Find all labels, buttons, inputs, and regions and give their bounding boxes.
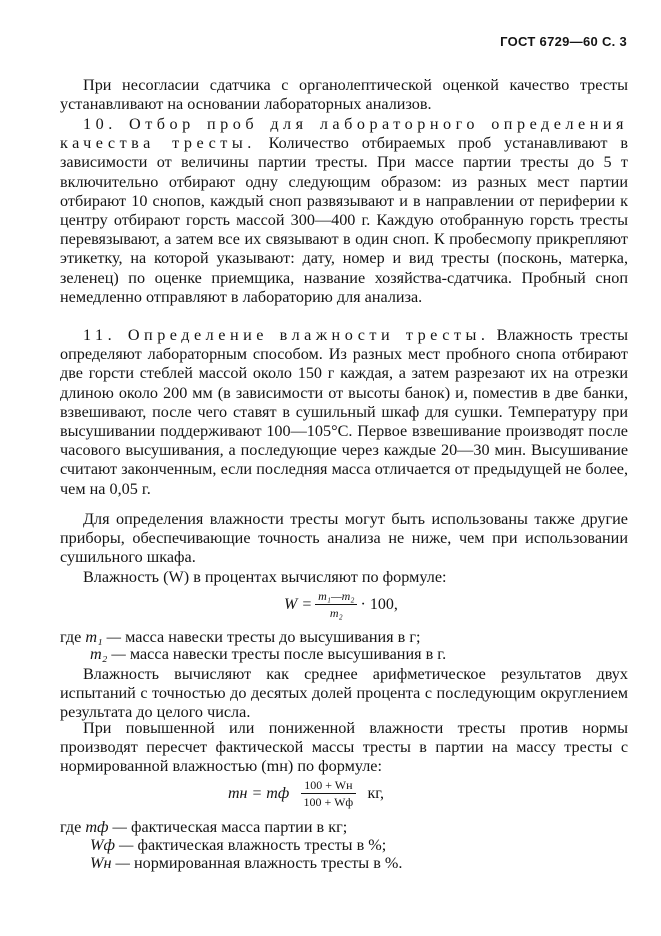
where2-row-2 [90,836,386,855]
section-10-heading: 10. Отбор проб для лабораторного определения качества тресты. [60,115,628,153]
formula2-numerator: 100 + Wн [301,778,355,794]
formula-moisture [284,589,398,620]
formula1-denominator: m₂ [329,606,343,620]
where1-row-2 [90,645,446,664]
paragraph-average: Влажность вычисляют как среднее арифметическое результатов двух испытаний с точностью до десятых долей процента с последующим округлением результата до целого числа. [60,665,628,722]
formula1-lhs: W = [284,595,313,613]
section-10-text: Количество отбираемых проб устанавливают в зависимости от величины партии тресты. При массе партии тресты до 5 т включительно отбирают одну следующим образом: из разных мест партии отбирают 10 снопов, каждый сноп развязывают и в направлении от периферии к центру отбирают горсть массой 300—400 г. Каждую отобранную горсть тресты перевязывают, а затем все их связывают в один сноп. К пробесмопу прикрепляют этикетку, на которой указывают: дату, номер и вид тресты (посконь, матерка, зеленец) по оценке приемщика, название хозяйства-сдатчика. Пробный сноп немедленно отправляют в лабораторию для анализа. [60,134,628,306]
formula1-fraction [315,589,357,620]
where-text: масса навески тресты после высушивания в г. [129,645,447,663]
paragraph-recalculation: При повышенной или пониженной влажности тресты против нормы производят пересчет фактической массы тресты в партии на массу тресты с нормированной влажностью (mн) по формуле: [60,719,628,776]
where-text: фактическая влажность тресты в %; [137,836,387,854]
formula1-numerator: m₁—m₂ [315,589,357,605]
paragraph-formula1-intro: Влажность (W) в процентах вычисляют по формуле: [83,568,447,586]
where2-row-3 [90,854,402,873]
section-11-heading: 11. Определение влажности тресты. [83,326,490,344]
where-symbol: Wн — [90,854,130,872]
where-text: фактическая масса партии в кг; [130,818,348,836]
where-prefix: где [60,818,82,836]
where2-row-1 [60,818,347,837]
section-11 [60,326,628,499]
formula-normalized-mass [228,778,384,809]
where-symbol: mф — [85,818,127,836]
paragraph-other-devices: Для определения влажности тресты могут быть использованы также другие приборы, обеспечивающие точность анализа не ниже, чем при использовании сушильного шкафа. [60,510,628,567]
where-symbol: m₂ — [90,645,126,663]
section-11-text: Влажность тресты определяют лабораторным способом. Из разных мест пробного снопа отбирают две горсти стеблей массой около 150 г каждая, а затем разрезают их на отрезки длиною около 200 мм (в зависимости от высоты банок) и, поместив в две банки, взвешивают, после чего ставят в сушильный шкаф для сушки. Температуру при высушивании поддерживают 100—105°С. Первое взвешивание производят после часового высушивания, а последующие через каждые 20—30 мин. Высушивание считают законченным, если последняя масса отличается от предыдущей не более, чем на 0,05 г. [60,326,628,498]
formula1-rhs: · 100, [360,595,398,613]
page-header-standard: ГОСТ 6729—60 С. 3 [500,34,627,49]
where-symbol: m₁ — [85,628,122,646]
where-symbol: Wф — [90,836,134,854]
where-text: масса навески тресты до высушивания в г; [125,628,421,646]
paragraph-disagreement: При несогласии сдатчика с органолептической оценкой качество тресты устанавливают на основании лабораторных анализов. [60,76,628,114]
section-10 [60,115,628,307]
formula2-denominator: 100 + Wф [303,795,354,809]
where-text: нормированная влажность тресты в %. [134,854,403,872]
formula2-fraction [301,778,355,809]
formula2-lhs: mн = mф [228,784,290,802]
where-prefix: где [60,628,82,646]
formula2-unit: кг, [367,784,385,802]
